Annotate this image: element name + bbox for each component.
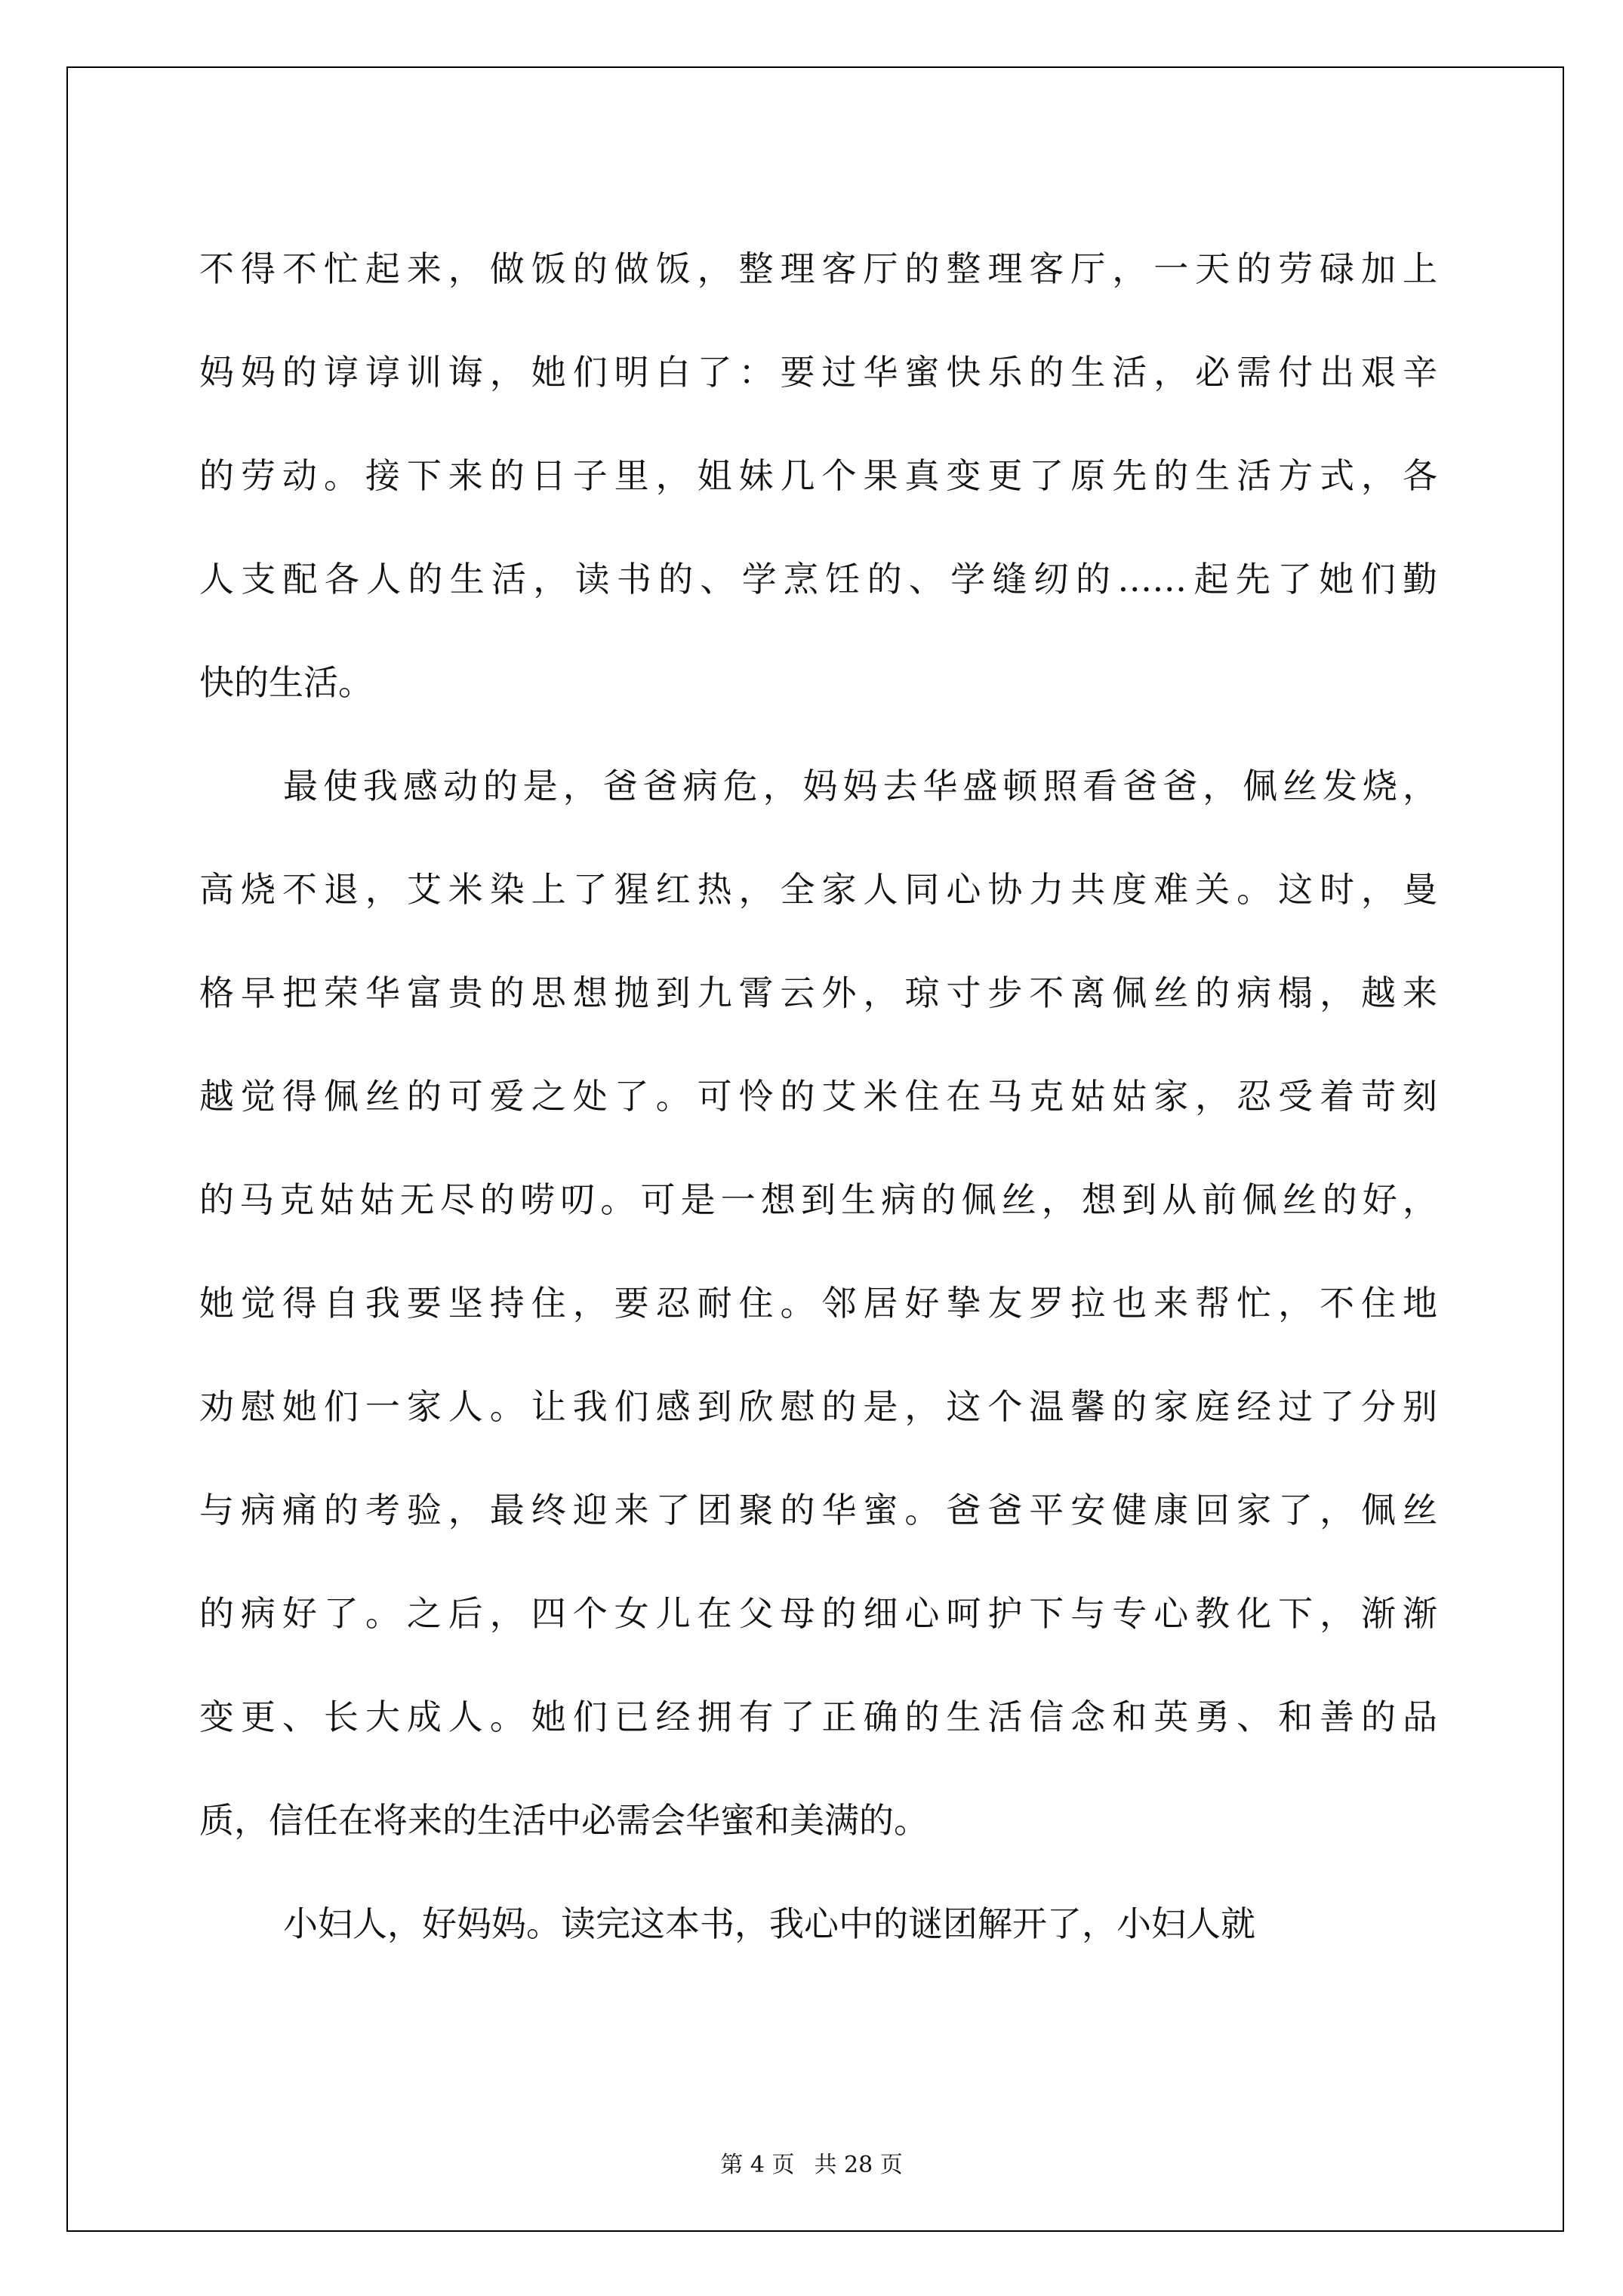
text-line: 的病好了。之后，四个女儿在父母的细心呵护下与专心教化下，渐渐 xyxy=(199,1593,1437,1634)
text-line: 的马克姑姑无尽的唠叨。可是一想到生病的佩丝，想到从前佩丝的好， xyxy=(199,1179,1437,1220)
text-line: 格早把荣华富贵的思想抛到九霄云外，琼寸步不离佩丝的病榻，越来 xyxy=(199,972,1437,1013)
text-line: 高烧不退，艾米染上了猩红热，全家人同心协力共度难关。这时，曼 xyxy=(199,869,1437,910)
text-line: 变更、长大成人。她们已经拥有了正确的生活信念和英勇、和善的品 xyxy=(199,1697,1437,1737)
text-line: 妈妈的谆谆训诲，她们明白了：要过华蜜快乐的生活，必需付出艰辛 xyxy=(199,352,1437,393)
text-line: 的劳动。接下来的日子里，姐妹几个果真变更了原先的生活方式，各 xyxy=(199,455,1437,496)
text-line: 小妇人，好妈妈。读完这本书，我心中的谜团解开了，小妇人就 xyxy=(283,1903,1255,1944)
text-line: 最使我感动的是，爸爸病危，妈妈去华盛顿照看爸爸，佩丝发烧， xyxy=(283,766,1437,806)
text-line: 与病痛的考验，最终迎来了团聚的华蜜。爸爸平安健康回家了，佩丝 xyxy=(199,1490,1437,1530)
text-line: 人支配各人的生活，读书的、学烹饪的、学缝纫的……起先了她们勤 xyxy=(199,559,1437,599)
document-body xyxy=(199,217,1437,1976)
text-line: 劝慰她们一家人。让我们感到欣慰的是，这个温馨的家庭经过了分别 xyxy=(199,1386,1437,1427)
page-number: 第 4 页 xyxy=(720,2152,795,2178)
text-line: 快的生活。 xyxy=(199,662,373,703)
text-line: 不得不忙起来，做饭的做饭，整理客厅的整理客厅，一天的劳碌加上 xyxy=(199,248,1437,289)
text-line: 她觉得自我要坚持住，要忍耐住。邻居好挚友罗拉也来帮忙，不住地 xyxy=(199,1283,1437,1324)
page-footer xyxy=(0,2150,1623,2180)
total-pages: 共 28 页 xyxy=(814,2152,903,2178)
text-line: 质，信任在将来的生活中必需会华蜜和美满的。 xyxy=(199,1800,929,1841)
text-line: 越觉得佩丝的可爱之处了。可怜的艾米住在马克姑姑家，忍受着苛刻 xyxy=(199,1076,1437,1117)
